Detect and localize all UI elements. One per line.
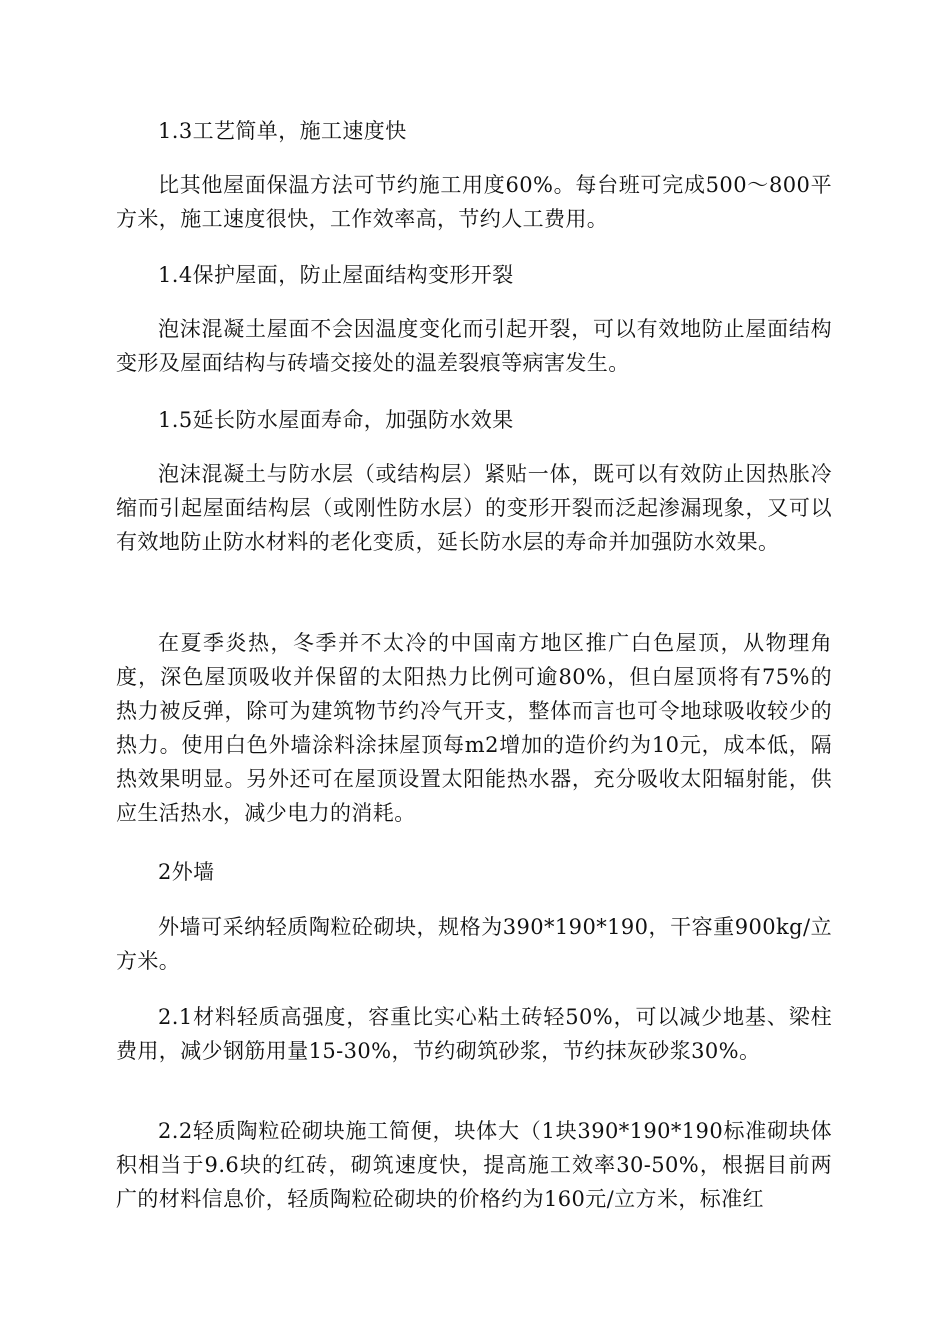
paragraph-white-roof: 在夏季炎热，冬季并不太冷的中国南方地区推广白色屋顶，从物理角度，深色屋顶吸收并保留的太阳热力比例可逾80%，但白屋顶将有75%的热力被反弹，除可为建筑物节约冷气开支，整体而言也可令地球吸收较少的热力。使用白色外墙涂料涂抹屋顶每m2增加的造价约为10元，成本低，隔热效果明显。另外还可在屋顶设置太阳能热水器，充分吸收太阳辐射能，供应生活热水，减少电力的消耗。: [116, 631, 832, 825]
paragraph-2-body: 外墙可采纳轻质陶粒砼砌块，规格为390*190*190，干容重900kg/立方米。: [116, 915, 832, 973]
section-heading-2: 2外墙: [158, 860, 215, 884]
paragraph-1-3-body: 比其他屋面保温方法可节约施工用度60%。每台班可完成500～800平方米，施工速度很快，工作效率高，节约人工费用。: [116, 173, 832, 231]
section-heading-1-4: 1.4保护屋面，防止屋面结构变形开裂: [158, 263, 514, 287]
paragraph-1-4-body: 泡沫混凝土屋面不会因温度变化而引起开裂，可以有效地防止屋面结构变形及屋面结构与砖墙交接处的温差裂痕等病害发生。: [116, 317, 832, 375]
paragraph-2-1: 2.1材料轻质高强度，容重比实心粘土砖轻50%，可以减少地基、梁柱费用，减少钢筋用量15-30%，节约砌筑砂浆，节约抹灰砂浆30%。: [116, 1005, 832, 1063]
paragraph-2-2: 2.2轻质陶粒砼砌块施工简便，块体大（1块390*190*190标准砌块体积相当于9.6块的红砖，砌筑速度快，提高施工效率30-50%，根据目前两广的材料信息价，轻质陶粒砼砌块的价格约为160元/立方米，标准红: [116, 1119, 832, 1211]
paragraph-1-5-body: 泡沫混凝土与防水层（或结构层）紧贴一体，既可以有效防止因热胀冷缩而引起屋面结构层（或刚性防水层）的变形开裂而泛起渗漏现象，又可以有效地防止防水材料的老化变质，延长防水层的寿命并加强防水效果。: [116, 462, 832, 554]
section-heading-1-3: 1.3工艺简单，施工速度快: [158, 119, 407, 143]
section-heading-1-5: 1.5延长防水屋面寿命，加强防水效果: [158, 408, 514, 432]
